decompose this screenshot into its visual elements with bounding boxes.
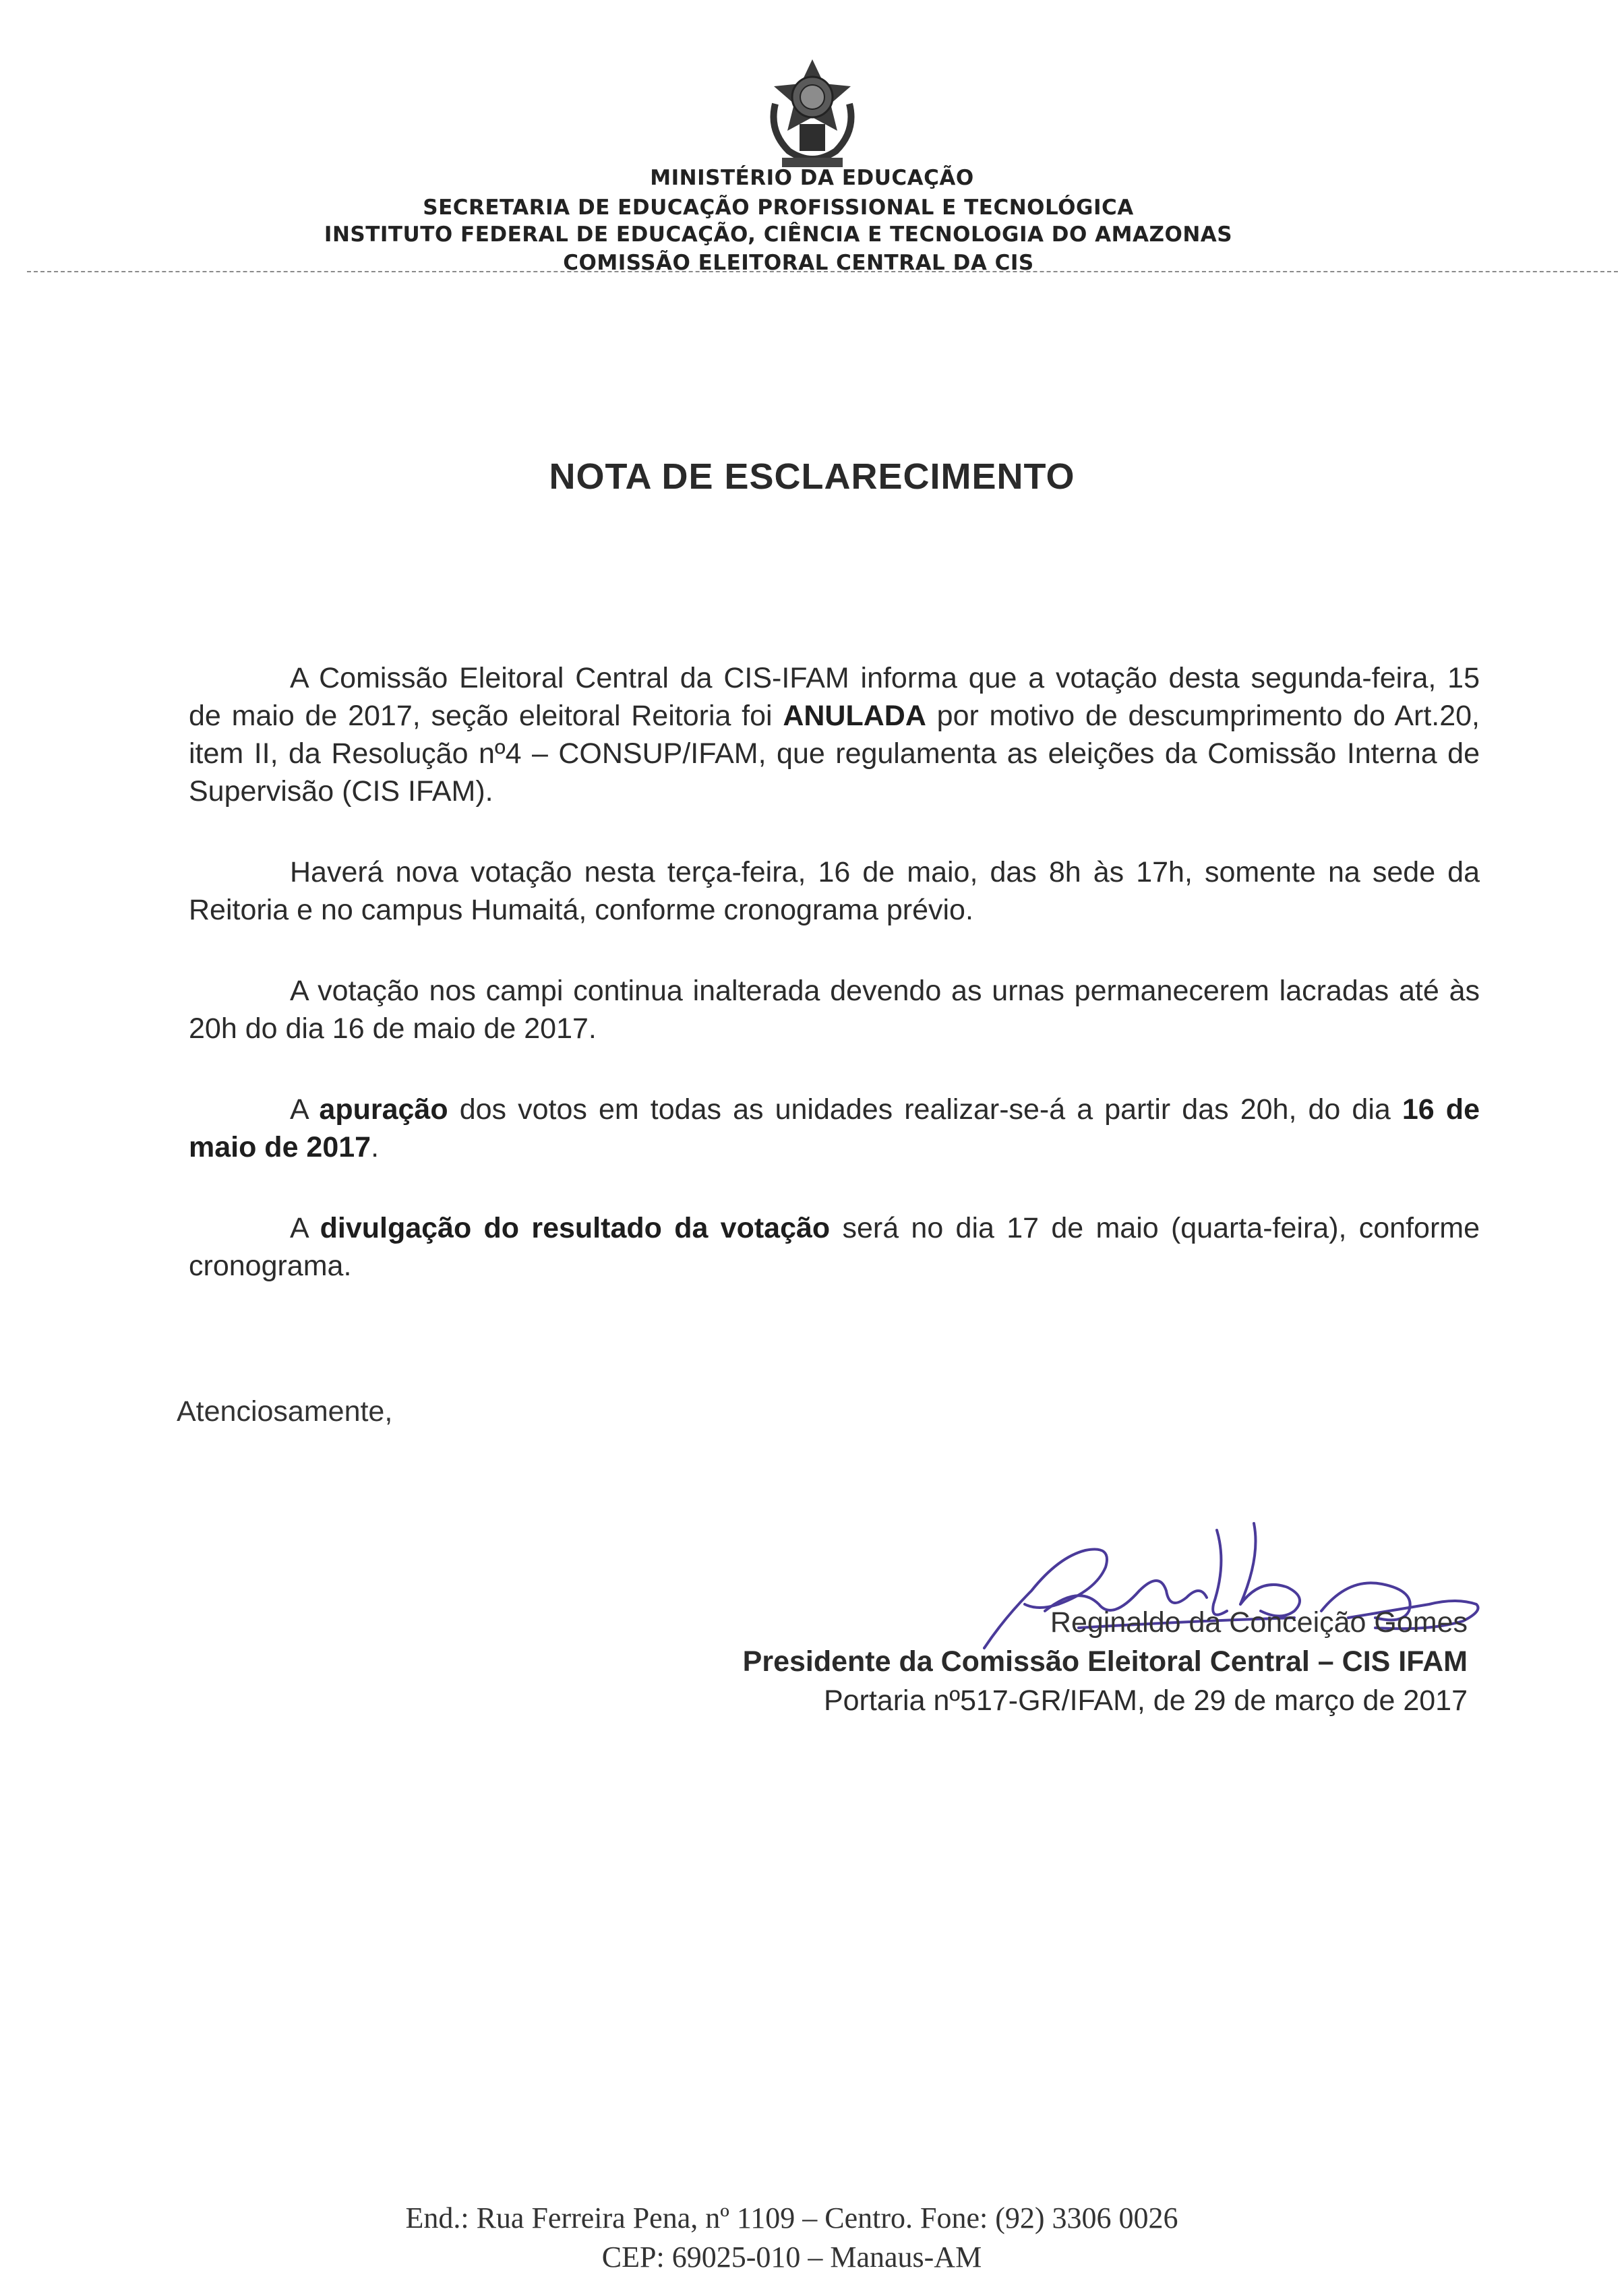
emphasis-results: divulgação do resultado da votação	[320, 1212, 831, 1244]
paragraph-text: .	[371, 1131, 380, 1163]
paragraph-results	[189, 1209, 1480, 1285]
paragraph-new-vote: Haverá nova votação nesta terça-feira, 16 de maio, das 8h às 17h, somente na sede da Reitoria e no campus Humaitá, conforme cronograma prévio.	[189, 856, 1480, 926]
signatory-ordinance: Portaria nº517-GR/IFAM, de 29 de março de 2017	[823, 1684, 1468, 1717]
document-body	[189, 659, 1480, 1328]
paragraph-text: dos votos em todas as unidades realizar-se-á a partir das 20h, do dia	[448, 1093, 1402, 1126]
paragraph-text: A Comissão Eleitoral Central da CIS-IFAM informa que a votação desta segunda-feira, 15 de maio de 2017, seção eleitoral Reitoria foi	[189, 662, 1480, 732]
letterhead-institute: INSTITUTO FEDERAL DE EDUCAÇÃO, CIÊNCIA E TECNOLOGIA DO AMAZONAS	[324, 222, 1233, 247]
signatory-name: Reginaldo da Conceição Gomes	[1050, 1606, 1468, 1639]
paragraph-annulment	[189, 659, 1480, 810]
letterhead-ministry: MINISTÉRIO DA EDUCAÇÃO	[650, 166, 974, 190]
paragraph-text: A	[290, 1093, 320, 1126]
signature-block	[743, 1603, 1468, 1720]
emphasis-annulled: ANULADA	[783, 700, 926, 732]
footer-address	[0, 2199, 1624, 2277]
paragraph-text: por motivo de descumprimento do Art.20, item II, da Resolução nº4 – CONSUP/IFAM, que regulamenta as eleições da Comissão Interna de Supervisão (CIS IFAM).	[189, 700, 1480, 808]
document-title: NOTA DE ESCLARECIMENTO	[549, 456, 1075, 497]
letterhead-commission: COMISSÃO ELEITORAL CENTRAL DA CIS	[563, 251, 1034, 275]
emphasis-counting: apuração	[319, 1093, 448, 1126]
coat-of-arms-emblem	[762, 57, 863, 171]
footer-cep-line: CEP: 69025-010 – Manaus-AM	[601, 2241, 982, 2274]
signatory-role: Presidente da Comissão Eleitoral Central – CIS IFAM	[742, 1645, 1468, 1678]
paragraph-campi: A votação nos campi continua inalterada devendo as urnas permanecerem lacradas até às 20h do dia 16 de maio de 2017.	[189, 975, 1480, 1045]
paragraph-counting	[189, 1091, 1480, 1166]
paragraph-text: A	[290, 1212, 320, 1244]
emphasis-date: 16 de maio de 2017	[189, 1093, 1480, 1163]
paragraph-text: será no dia 17 de maio (quarta-feira), conforme cronograma.	[189, 1212, 1480, 1282]
header-divider	[27, 271, 1618, 272]
letterhead-secretariat: SECRETARIA DE EDUCAÇÃO PROFISSIONAL E TECNOLÓGICA	[423, 195, 1134, 220]
footer-address-line: End.: Rua Ferreira Pena, nº 1109 – Centro. Fone: (92) 3306 0026	[405, 2201, 1178, 2234]
closing-salutation: Atenciosamente,	[177, 1395, 393, 1428]
